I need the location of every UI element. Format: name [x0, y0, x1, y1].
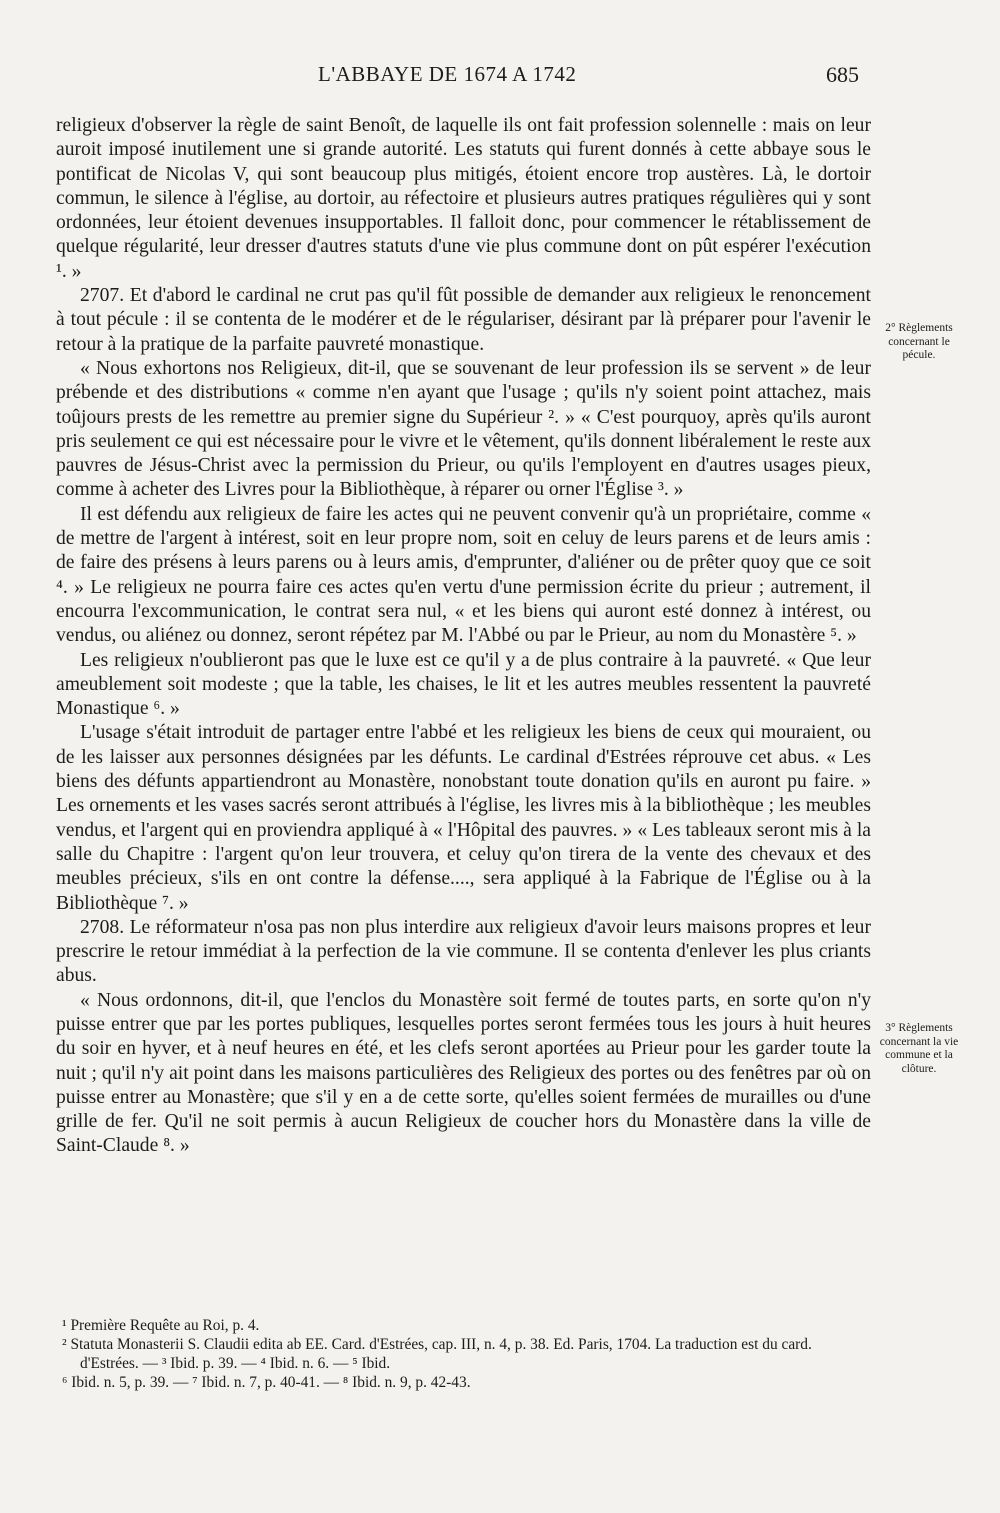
margin-note-pecule: 2° Règlements concernant le pécule. — [885, 322, 953, 361]
paragraph-2708: 2708. Le réformateur n'osa pas non plus interdire aux religieux d'avoir leurs maisons propres et leur prescrire le retour immédiat à la perfection de la vie commune. Il se contenta d'enlever les plus criants abus. — [56, 916, 871, 987]
paragraph-2707: 2707. Et d'abord le cardinal ne crut pas qu'il fût possible de demander aux religieux le renoncement à tout pécule : il se contenta de le modérer et de le régulariser, désirant par là préparer pour l'avenir le retour à la pratique de la parfaite pauvreté monastique. — [56, 285, 871, 355]
running-title: L'ABBAYE DE 1674 A 1742 — [318, 62, 577, 86]
paragraph: Il est défendu aux religieux de faire les actes qui ne peuvent convenir qu'à un propriétaire, comme « de mettre de l'argent à intérest, soit en leur propre nom, soit en celuy de leurs parens et de leurs amis : de faire des présens à leurs parens ou à leurs amis, d'emprunter, d'aliéner ou de prêter quoy que ce soit ⁴. » Le religieux ne pourra faire ces actes qu'en vertu d'une permission écrite du prieur ; autrement, il encourra l'excommunication, le contrat sera nul, « et les biens qui auront esté donnez à intérest, ou vendus, ou aliénez ou donnez, seront répétez par M. l'Abbé ou par le Prieur, au nom du Monastère ⁵. » — [56, 503, 871, 647]
footnote: ² Statuta Monasterii S. Claudii edita ab EE. Card. d'Estrées, cap. III, n. 4, p. 38. Ed. Paris, 1704. La traduction est du card. d'Estrées. — ³ Ibid. p. 39. — ⁴ Ibid. n. 6. — ⁵ Ibid. — [62, 1336, 812, 1372]
footnote: ⁶ Ibid. n. 5, p. 39. — ⁷ Ibid. n. 7, p. 40-41. — ⁸ Ibid. n. 9, p. 42-43. — [62, 1374, 471, 1391]
footnote: ¹ Première Requête au Roi, p. 4. — [62, 1317, 260, 1334]
paragraph: « Nous exhortons nos Religieux, dit-il, que se souvenant de leur profession ils se servent » de leur prébende et des distributions « comme n'en ayant que l'usage ; qu'ils n'y soient point attachez, mais toûjours prests de les remettre au premier signe du Supérieur ². » « C'est pourquoy, après qu'ils auront pris seulement ce qui est nécessaire pour le vivre et le vêtement, qu'ils donnent libéralement le reste aux pauvres de Jésus-Christ avec la permission du Prieur, ou qu'ils l'employent en d'autres usages pieux, comme à acheter des Livres pour la Bibliothèque, à réparer ou orner l'Église ³. » — [56, 357, 871, 501]
paragraph: religieux d'observer la règle de saint Benoît, de laquelle ils ont fait profession solennelle : mais on leur auroit imposé inutilement une si grande autorité. Les statuts qui furent donnés à cette abbaye sous le pontificat de Nicolas V, qui sont beaucoup plus mitigés, étoient encore trop austères. Là, le dortoir commun, le silence à l'église, au dortoir, au réfectoire et plusieurs autres pratiques régulières qui y sont ordonnées, leur étoient devenues insupportables. Il falloit donc, pour commencer le rétablissement de quelque régularité, leur dresser d'autres statuts d'une vie plus commune dont on pût espérer l'exécution ¹. » — [56, 115, 871, 282]
main-text — [56, 114, 871, 1159]
paragraph: Les religieux n'oublieront pas que le luxe est ce qu'il y a de plus contraire à la pauvreté. « Que leur ameublement soit modeste ; que la table, les chaises, le lit et les autres meubles ressentent la pauvreté Monastique ⁶. » — [56, 649, 871, 720]
running-header — [0, 62, 1000, 92]
paragraph: « Nous ordonnons, dit-il, que l'enclos du Monastère soit fermé de toutes parts, en sorte qu'on n'y puisse entrer que par les portes publiques, lesquelles portes seront fermées tous les jours à huit heures du soir en hyver, et à neuf heures en été, et les clefs seront aportées au Prieur pour les garder toute la nuit ; qu'il n'y ait point dans les maisons particulières des Religieux des portes ou des fenêtres par où on puisse entrer au Monastère; que s'il y en a de cette sorte, qu'elles soient fermées de murailles ou d'une grille de fer. Qu'il ne soit permis à aucun Religieux de coucher hors du Monastère dans la ville de Saint-Claude ⁸. » — [56, 989, 871, 1157]
margin-note-vie-commune: 3° Règlements concernant la vie commune et la clôture. — [879, 1022, 959, 1075]
footnotes — [56, 1316, 871, 1392]
paragraph: L'usage s'était introduit de partager entre l'abbé et les religieux les biens de ceux qui mouraient, ou de les laisser aux personnes désignées par les défunts. Le cardinal d'Estrées réprouve cet abus. « Les biens des défunts appartiendront au Monastère, nonobstant toute donation qu'ils en auront pu faire. » Les ornements et les vases sacrés seront attribués à l'église, les livres mis à la bibliothèque ; les meubles vendus, et l'argent qui en proviendra appliqué à « l'Hôpital des pauvres. » « Les tableaux seront mis à la salle du Chapitre : l'argent qu'on leur trouvera, et celuy qu'on tirera de la vente des chevaux et des meubles précieux, s'ils en ont contre la défense...., sera appliqué à la Fabrique de l'Église ou à la Bibliothèque ⁷. » — [56, 722, 871, 914]
page-number: 685 — [826, 62, 859, 87]
